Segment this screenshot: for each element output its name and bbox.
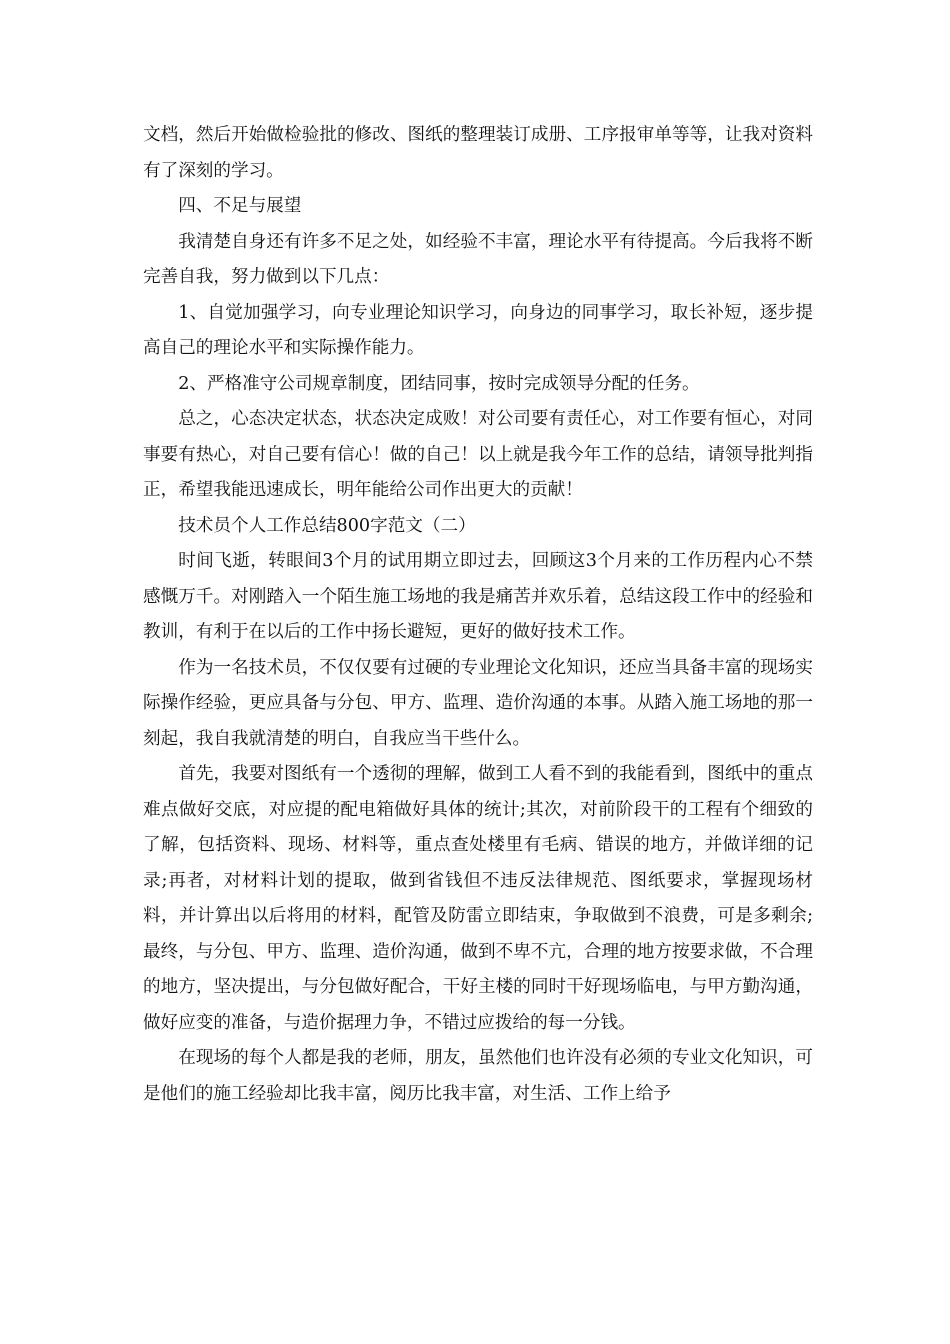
list-item-1: 1、自觉加强学习，向专业理论知识学习，向身边的同事学习，取长补短，逐步提高自己的理论水平和实际操作能力。 <box>143 302 813 358</box>
paragraph-1: 文档，然后开始做检验批的修改、图纸的整理装订成册、工序报审单等等，让我对资料有了深刻的学习。 <box>143 125 813 181</box>
paragraph-10: 首先，我要对图纸有一个透彻的理解，做到工人看不到的我能看到，图纸中的重点难点做好交底，对应提的配电箱做好具体的统计;其次，对前阶段干的工程有个细致的了解，包括资料、现场、材料等，重点查处楼里有毛病、错误的地方，并做详细的记录;再者，对材料计划的提取，做到省钱但不违反法律规范、图纸要求，掌握现场材料，并计算出以后将用的材料，配管及防雷立即结束，争取做到不浪费，可是多剩余;最终，与分包、甲方、监理、造价沟通，做到不卑不亢，合理的地方按要求做，不合理的地方，坚决提出，与分包做好配合，干好主楼的同时干好现场临电，与甲方勤沟通，做好应变的准备，与造价据理力争，不错过应拨给的每一分钱。 <box>143 764 813 1033</box>
paragraph-3: 我清楚自身还有许多不足之处，如经验不丰富，理论水平有待提高。今后我将不断完善自我，努力做到以下几点： <box>143 231 813 287</box>
article-title-2: 技术员个人工作总结800字范文（二） <box>178 515 476 536</box>
paragraph-summary: 总之，心态决定状态，状态决定成败！对公司要有责任心，对工作要有恒心，对同事要有热心，对自己要有信心！做的自己！以上就是我今年工作的总结，请领导批判指正，希望我能迅速成长，明年能给公司作出更大的贡献！ <box>143 409 813 500</box>
section-heading-4: 四、不足与展望 <box>178 196 302 216</box>
paragraph-9: 作为一名技术员，不仅仅要有过硬的专业理论文化知识，还应当具备丰富的现场实际操作经验，更应具备与分包、甲方、监理、造价沟通的本事。从踏入施工场地的那一刻起，我自我就清楚的明白，自我应当干些什么。 <box>143 657 813 749</box>
document-body <box>143 118 813 1112</box>
paragraph-11: 在现场的每个人都是我的老师，朋友，虽然他们也许没有必须的专业文化知识，可是他们的施工经验却比我丰富，阅历比我丰富，对生活、工作上给予 <box>143 1048 813 1104</box>
paragraph-8: 时间飞逝，转眼间3个月的试用期立即过去，回顾这3个月来的工作历程内心不禁感慨万千。对刚踏入一个陌生施工场地的我是痛苦并欢乐着，总结这段工作中的经验和教训，有利于在以后的工作中扬长避短，更好的做好技术工作。 <box>143 551 813 642</box>
list-item-2: 2、严格准守公司规章制度，团结同事，按时完成领导分配的任务。 <box>178 373 700 394</box>
